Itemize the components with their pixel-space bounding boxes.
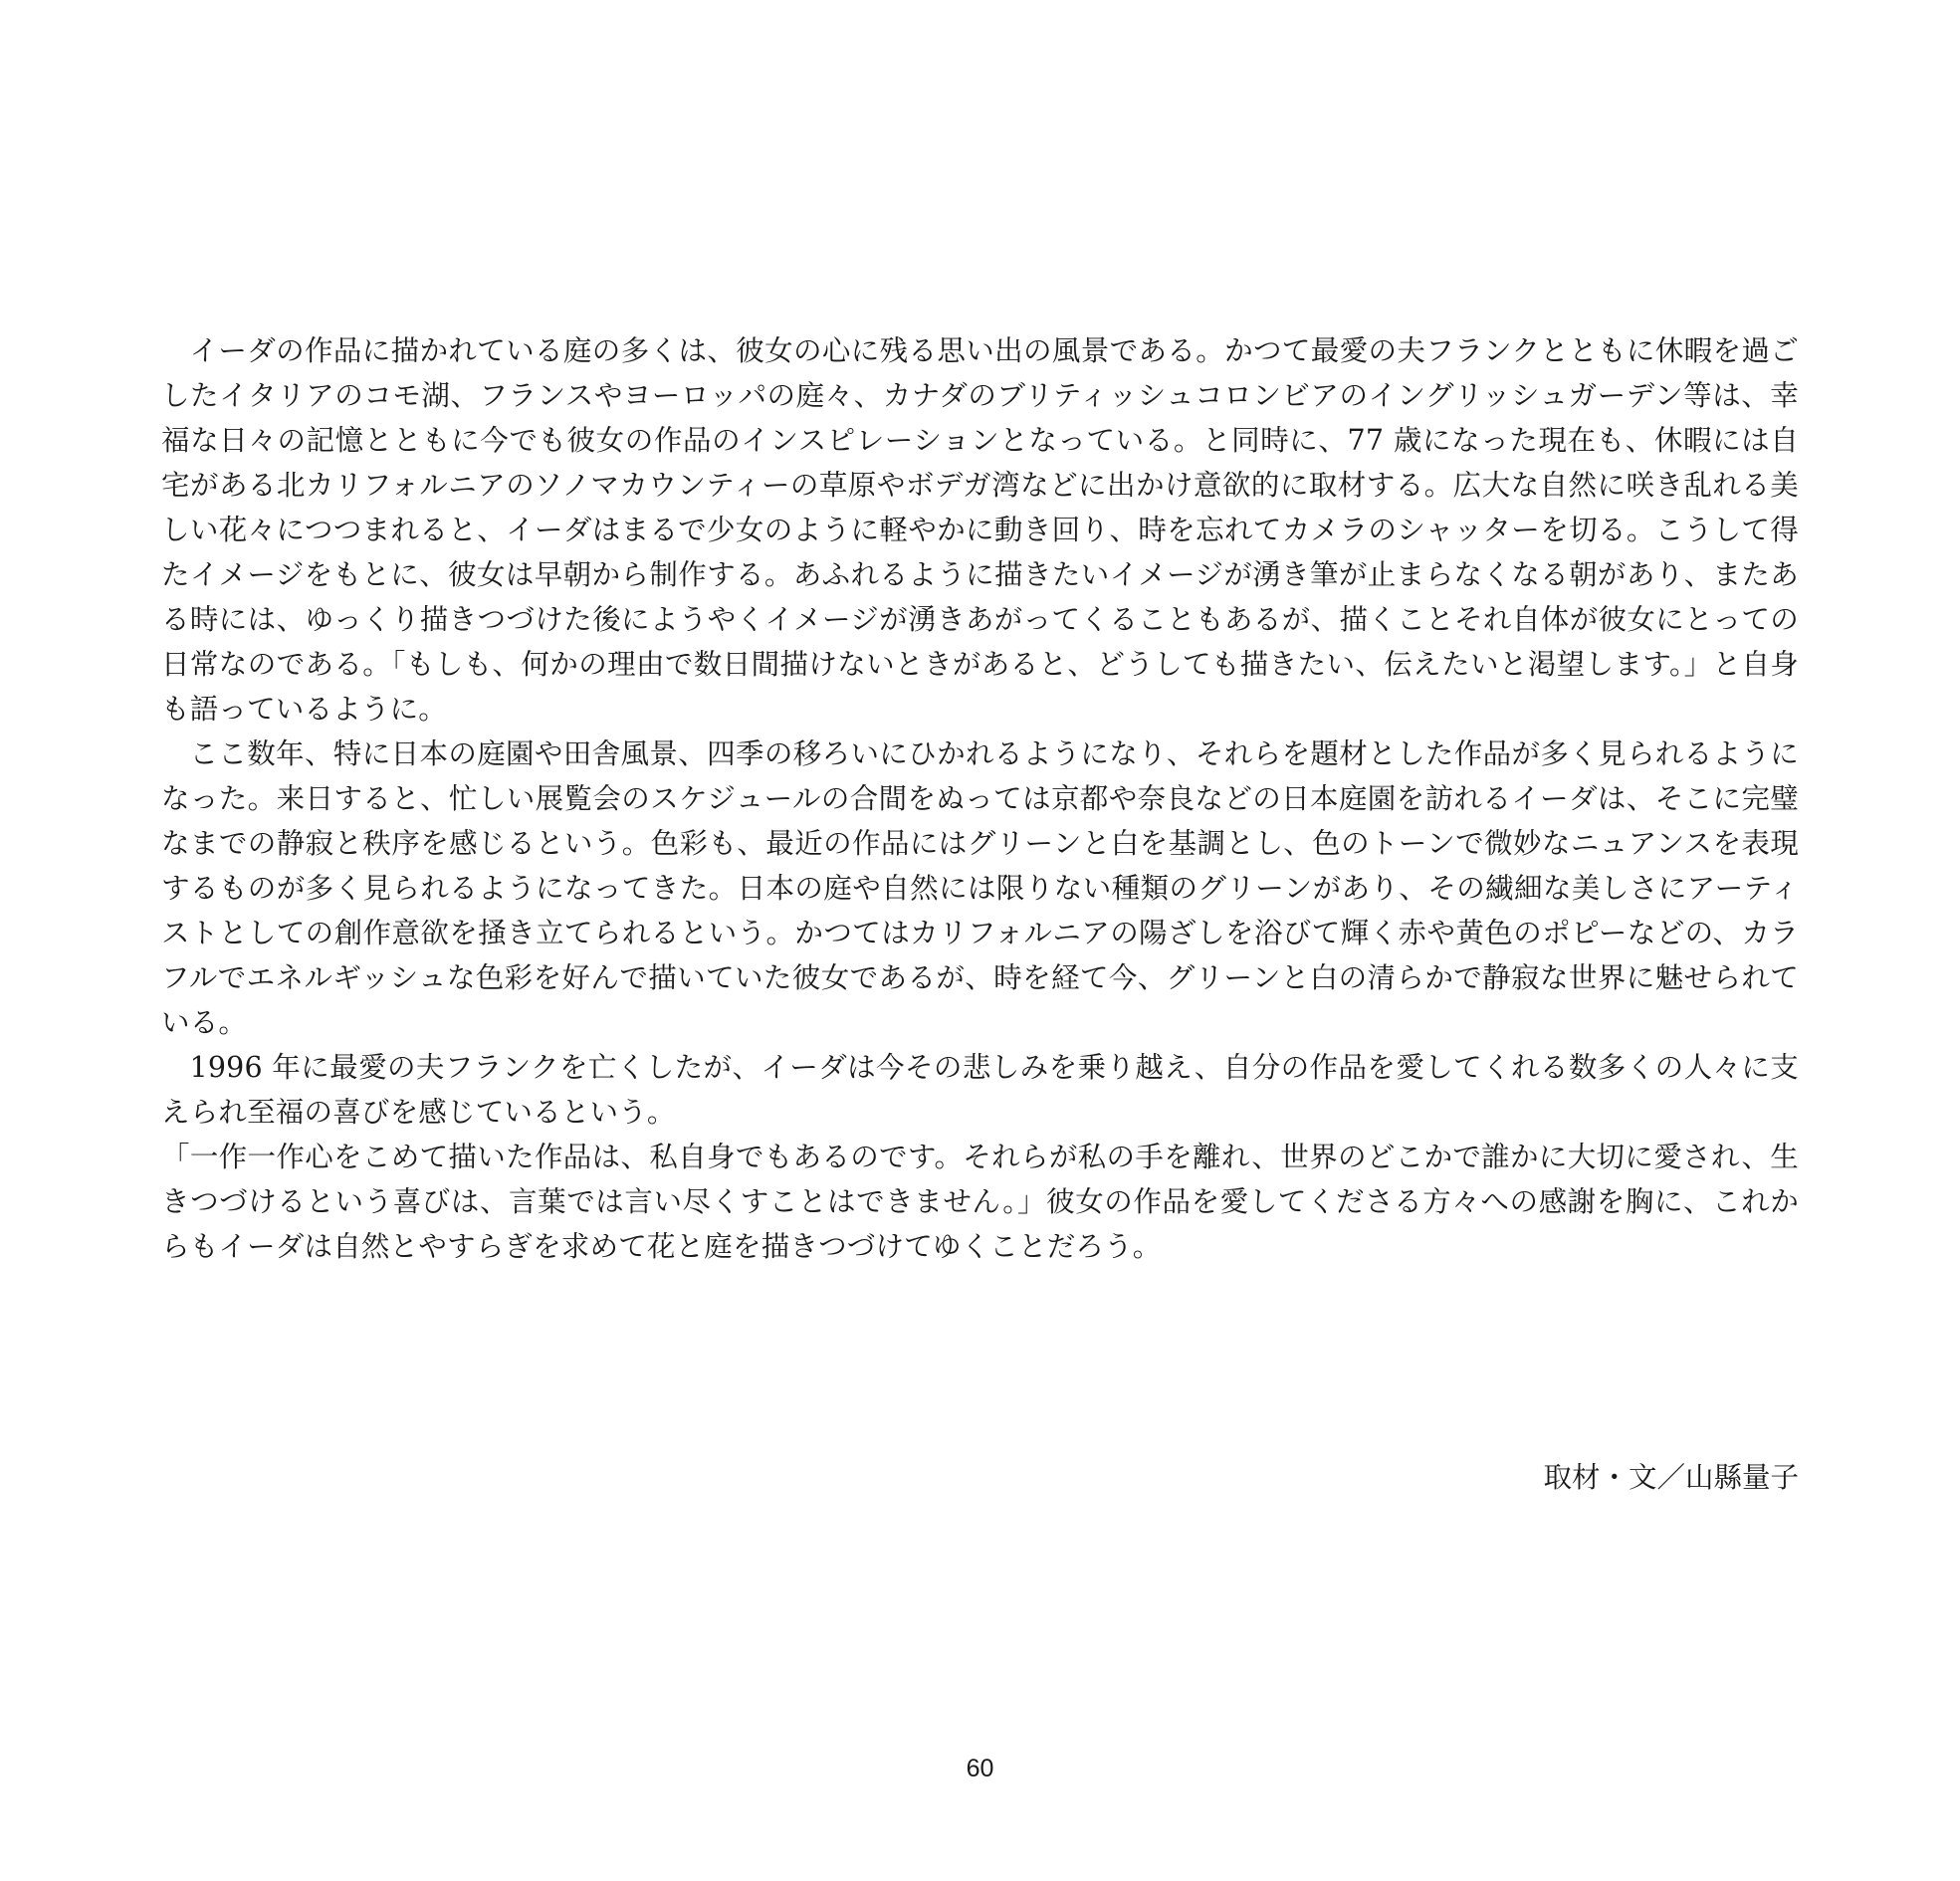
page-number: 60 bbox=[966, 1755, 994, 1782]
paragraph-4-quote: 「一作一作心をこめて描いた作品は、私自身でもあるのです。それらが私の手を離れ、世界のどこかで誰かに大切に愛され、生きつづけるという喜びは、言葉では言い尽くすことはできません。」彼女の作品を愛してくださる方々への感謝を胸に、これからもイーダは自然とやすらぎを求めて花と庭を描きつづけてゆくことだろう。 bbox=[161, 1141, 1799, 1263]
paragraph-3: 1996 年に最愛の夫フランクを亡くしたが、イーダは今その悲しみを乗り越え、自分の作品を愛してくれる数多くの人々に支えられ至福の喜びを感じているという。 bbox=[161, 1051, 1799, 1129]
author-byline: 取材・文／山縣量子 bbox=[1543, 1461, 1799, 1494]
paragraph-1: イーダの作品に描かれている庭の多くは、彼女の心に残る思い出の風景である。かつて最愛の夫フランクとともに休暇を過ごしたイタリアのコモ湖、フランスやヨーロッパの庭々、カナダのブリティッシュコロンビアのイングリッシュガーデン等は、幸福な日々の記憶とともに今でも彼女の作品のインスピレーションとなっている。と同時に、77 歳になった現在も、休暇には自宅がある北カリフォルニアのソノマカウンティーの草原やボデガ湾などに出かけ意欲的に取材する。広大な自然に咲き乱れる美しい花々につつまれると、イーダはまるで少女のように軽やかに動き回り、時を忘れてカメラのシャッターを切る。こうして得たイメージをもとに、彼女は早朝から制作する。あふれるように描きたいイメージが湧き筆が止まらなくなる朝があり、またある時には、ゆっくり描きつづけた後にようやくイメージが湧きあがってくることもあるが、描くことそれ自体が彼女にとっての日常なのである。「もしも、何かの理由で数日間描けないときがあると、どうしても描きたい、伝えたいと渇望します。」と自身も語っているように。 bbox=[161, 334, 1799, 726]
article-body bbox=[161, 328, 1799, 1269]
paragraph-2: ここ数年、特に日本の庭園や田舎風景、四季の移ろいにひかれるようになり、それらを題材とした作品が多く見られるようになった。来日すると、忙しい展覧会のスケジュールの合間をぬっては京都や奈良などの日本庭園を訪れるイーダは、そこに完璧なまでの静寂と秩序を感じるという。色彩も、最近の作品にはグリーンと白を基調とし、色のトーンで微妙なニュアンスを表現するものが多く見られるようになってきた。日本の庭や自然には限りない種類のグリーンがあり、その繊細な美しさにアーティストとしての創作意欲を掻き立てられるという。かつてはカリフォルニアの陽ざしを浴びて輝く赤や黄色のポピーなどの、カラフルでエネルギッシュな色彩を好んで描いていた彼女であるが、時を経て今、グリーンと白の清らかで静寂な世界に魅せられている。 bbox=[161, 737, 1799, 1039]
